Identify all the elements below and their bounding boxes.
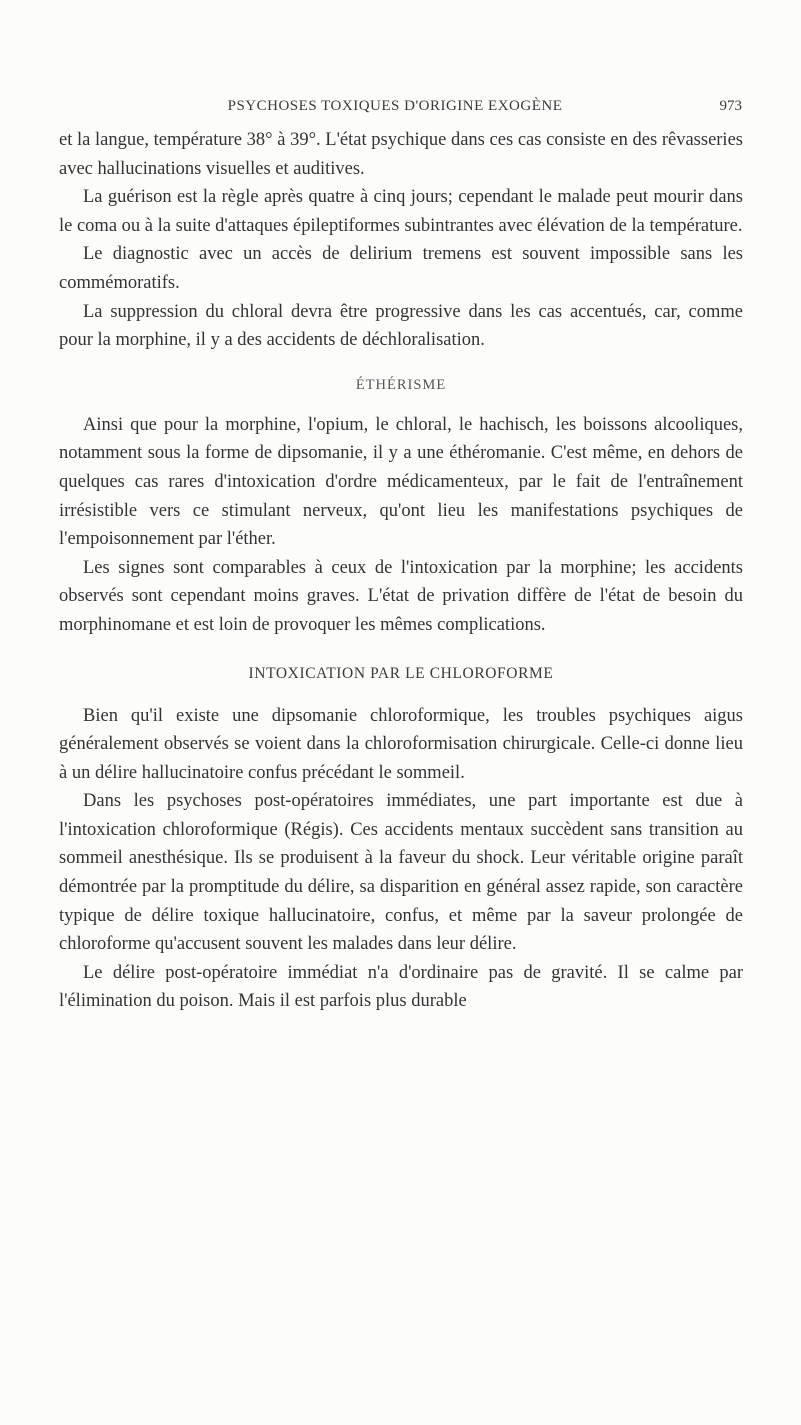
paragraph-prognosis: La guérison est la règle après quatre à cinq jours; cependant le malade peut mourir dans le coma ou à la suite d'attaques épileptiformes subintrantes avec élévation de la température. — [59, 187, 743, 236]
paragraph-continuation: et la langue, température 38° à 39°. L'état psychique dans ces cas consiste en des rêvasseries avec hallucinations visuelles et auditives. — [59, 130, 743, 179]
paragraph-delire-immediat: Le délire post-opératoire immédiat n'a d'ordinaire pas de gravité. Il se calme par l'élimination du poison. Mais il est parfois plus durable — [59, 962, 743, 1012]
paragraph-diagnosis: Le diagnostic avec un accès de delirium tremens est souvent impossible sans les commémoratifs. — [59, 244, 743, 293]
section-heading-chloroforme: INTOXICATION PAR LE CHLOROFORME — [248, 664, 554, 682]
paragraph-post-operatoires: Dans les psychoses post-opératoires immédiates, une part importante est due à l'intoxication chloroformique (Régis). Ces accidents mentaux succèdent sans transition au sommeil anesthésique. Ils se produisent à la faveur du shock. Leur véritable origine paraît démontrée par la promptitude du délire, sa disparition en général assez rapide, son caractère typique de délire toxique hallucinatoire, confus, et même par la saveur prolongée de chloroforme qu'accusent souvent les malades dans leur délire. — [59, 791, 743, 955]
paragraph-dipsomanie: Bien qu'il existe une dipsomanie chloroformique, les troubles psychiques aigus généralement observés se voient dans la chloroformisation chirurgicale. Celle-ci donne lieu à un délire hallucinatoire confus précédant le sommeil. — [59, 705, 743, 783]
paragraph-etheromanie: Ainsi que pour la morphine, l'opium, le chloral, le hachisch, les boissons alcooliques, notamment sous la forme de dipsomanie, il y a une éthéromanie. C'est même, en dehors de quelques cas rares d'intoxication d'ordre médicamenteux, par le fait de l'entraînement irrésistible vers ce stimulant nerveux, qu'ont lieu les manifestations psychiques de l'empoisonnement par l'éther. — [59, 414, 743, 550]
paragraph-suppression: La suppression du chloral devra être progressive dans les cas accentués, car, comme pour la morphine, il y a des accidents de déchloralisation. — [59, 301, 743, 351]
paragraph-signes: Les signes sont comparables à ceux de l'intoxication par la morphine; les accidents observés sont cependant moins graves. L'état de privation diffère de l'état de besoin du morphinomane et est loin de provoquer les mêmes complications. — [59, 557, 743, 635]
body-text — [59, 126, 743, 1016]
section-heading-etherisme: ÉTHÉRISME — [355, 376, 447, 393]
running-header: PSYCHOSES TOXIQUES D'ORIGINE EXOGÈNE — [227, 98, 563, 114]
page-number: 973 — [719, 98, 742, 114]
